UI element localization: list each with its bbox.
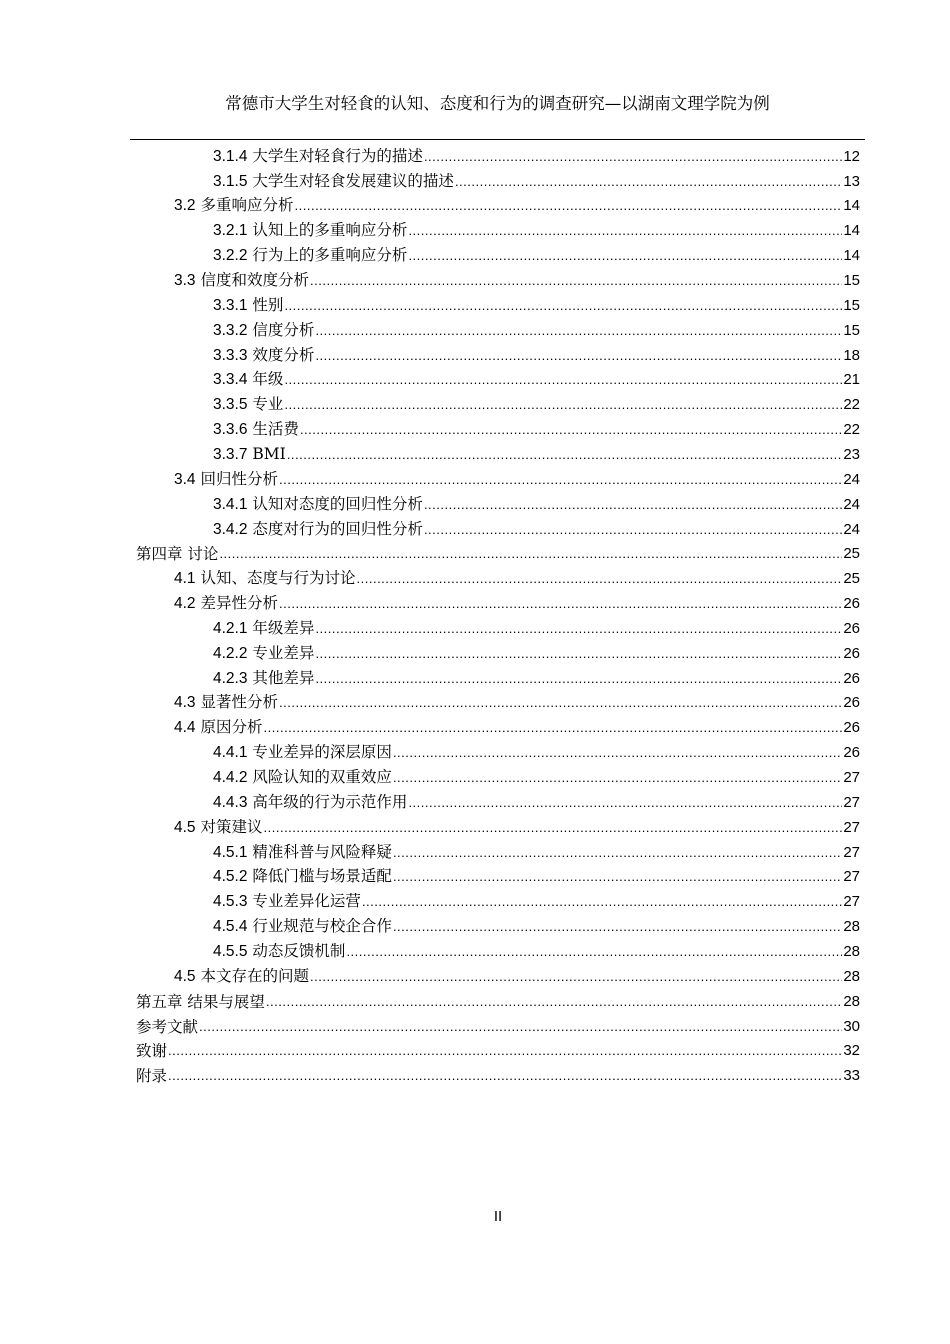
toc-entry-number: 3.3.5 [213,396,248,414]
toc-entry-title: 行为上的多重响应分析 [252,246,408,265]
toc-page-number: 27 [843,793,860,811]
toc-entry-label [213,220,408,241]
toc-dot-leader [393,843,842,863]
toc-page-number: 21 [843,371,860,389]
toc-entry-title: 多重响应分析 [200,196,294,215]
toc-entry[interactable] [136,540,860,565]
toc-entry-label [136,544,219,564]
toc-entry-label [213,742,393,763]
toc-entry-title: BMI [252,444,286,463]
toc-entry-title: 认知上的多重响应分析 [252,221,408,240]
toc-dot-leader [295,196,843,216]
toc-entry-title: 专业差异化运营 [252,892,361,911]
toc-entry-label [213,767,393,788]
toc-entry-number: 4.2.3 [213,669,248,687]
toc-page-number: 27 [843,868,860,886]
toc-entry-label [213,320,315,341]
toc-entry-title: 性别 [252,295,284,314]
toc-dot-leader [279,594,842,614]
toc-entry[interactable] [213,888,860,913]
toc-entry-label [213,444,287,465]
toc-entry-title: 参考文献 [136,1017,199,1036]
toc-entry-number: 4.5.5 [213,942,248,960]
toc-entry-number: 3.3.6 [213,421,248,439]
toc-entry-title: 回归性分析 [200,469,279,488]
toc-entry-number: 4.5.4 [213,918,248,936]
toc-dot-leader [455,172,842,192]
toc-entry-number: 4.2.1 [213,619,248,637]
toc-entry-title: 认知对态度的回归性分析 [252,494,423,513]
toc-entry[interactable] [174,266,860,291]
toc-page-number: 26 [843,719,860,737]
toc-dot-leader [199,1017,842,1037]
toc-dot-leader [393,917,842,937]
toc-entry-label [213,668,315,689]
toc-entry-number: 3.2.1 [213,222,248,240]
toc-entry-number: 3.3.4 [213,371,248,389]
toc-entry-title: 对策建议 [200,817,263,836]
toc-dot-leader [424,147,842,167]
toc-entry[interactable] [213,664,860,689]
toc-entry[interactable] [213,788,860,813]
page-number: II [493,1208,503,1225]
toc-entry[interactable] [213,316,860,341]
toc-page-number: 28 [843,992,860,1010]
toc-entry[interactable] [213,341,860,366]
toc-entry-title: 第五章 结果与展望 [136,992,265,1011]
toc-entry-label [213,866,393,887]
toc-entry-number: 4.5.1 [213,843,248,861]
toc-entry[interactable] [174,589,860,614]
toc-entry[interactable] [213,142,860,167]
toc-page-number: 14 [843,197,860,215]
toc-entry-number: 4.1 [174,570,196,588]
toc-page-number: 26 [843,644,860,662]
toc-entry-label [213,842,393,863]
toc-entry-title: 行业规范与校企合作 [252,917,392,936]
toc-entry-label [213,345,315,366]
toc-entry-number: 4.4.1 [213,744,248,762]
toc-entry[interactable] [174,564,860,589]
toc-entry[interactable] [136,987,860,1012]
toc-dot-leader [315,346,842,366]
toc-entry-title: 信度和效度分析 [200,271,310,290]
toc-entry-number: 3.4.1 [213,495,248,513]
toc-entry-number: 3.2.2 [213,247,248,265]
toc-page-number: 14 [843,247,860,265]
toc-entry-label [213,245,408,266]
toc-entry-label [174,469,279,490]
toc-entry-title: 其他差异 [252,668,315,687]
toc-page-number: 14 [843,222,860,240]
toc-entry[interactable] [213,217,860,242]
toc-entry[interactable] [174,192,860,217]
toc-entry-title: 大学生对轻食发展建议的描述 [252,171,454,190]
toc-entry-number: 3.2 [174,197,196,215]
toc-entry-label [213,618,315,639]
toc-entry-label [213,369,284,390]
toc-entry-title: 风险认知的双重效应 [252,768,392,787]
toc-entry-number: 3.1.5 [213,172,248,190]
toc-dot-leader [315,321,842,341]
toc-entry-label [213,295,284,316]
toc-entry-number: 3.3 [174,272,196,290]
toc-entry-label [213,792,408,813]
toc-page-number: 25 [843,545,860,563]
header-divider [130,139,865,140]
toc-page-number: 25 [843,570,860,588]
toc-entry[interactable] [136,1061,860,1086]
toc-dot-leader [310,271,842,291]
toc-page-number: 24 [843,520,860,538]
toc-entry-label [213,146,424,167]
toc-entry-label [213,519,424,540]
toc-page-number: 26 [843,694,860,712]
toc-entry[interactable] [213,912,860,937]
toc-entry-number: 3.3.7 [213,445,248,463]
toc-page-number: 13 [843,172,860,190]
toc-entry-label [213,171,455,192]
toc-entry-title: 精准科普与风险释疑 [252,842,392,861]
toc-page-number: 26 [843,595,860,613]
toc-entry-title: 致谢 [136,1042,168,1061]
toc-entry-label [136,1017,199,1037]
toc-page-number: 15 [843,296,860,314]
toc-entry-title: 生活费 [252,420,299,439]
toc-entry-title: 大学生对轻食行为的描述 [252,146,423,165]
toc-entry[interactable] [174,689,860,714]
toc-dot-leader [315,619,842,639]
toc-entry-title: 动态反馈机制 [252,941,346,960]
toc-entry[interactable] [174,465,860,490]
toc-entry[interactable] [213,614,860,639]
toc-entry-number: 4.2.2 [213,644,248,662]
toc-entry-title: 显著性分析 [200,693,279,712]
toc-entry[interactable] [136,1037,860,1062]
toc-dot-leader [279,693,842,713]
toc-entry-number: 4.3 [174,694,196,712]
toc-dot-leader [393,768,842,788]
toc-page-number: 32 [843,1042,860,1060]
toc-entry-label [174,270,310,291]
toc-dot-leader [408,221,842,241]
toc-entry-label [136,1041,168,1061]
toc-page-number: 26 [843,619,860,637]
toc-entry-number: 3.4.2 [213,520,248,538]
toc-entry[interactable] [213,440,860,465]
toc-dot-leader [310,967,842,987]
toc-entry[interactable] [213,490,860,515]
toc-page-number: 12 [843,147,860,165]
toc-entry[interactable] [213,515,860,540]
toc-page-number: 18 [843,346,860,364]
toc-entry-title: 专业差异 [252,643,315,662]
toc-entry[interactable] [213,738,860,763]
toc-entry-title: 信度分析 [252,320,315,339]
toc-entry[interactable] [213,167,860,192]
page-header-title: 常德市大学生对轻食的认知、态度和行为的调查研究—以湖南文理学院为例 [225,94,770,113]
toc-entry[interactable] [213,241,860,266]
toc-dot-leader [168,1041,842,1061]
toc-entry[interactable] [136,1012,860,1037]
toc-page-number: 28 [843,967,860,985]
toc-dot-leader [362,892,842,912]
toc-entry-title: 本文存在的问题 [200,966,310,985]
toc-dot-leader [279,470,842,490]
toc-page-number: 27 [843,893,860,911]
toc-entry[interactable] [213,291,860,316]
toc-entry-label [174,568,357,589]
toc-entry-number: 4.5.3 [213,893,248,911]
toc-entry[interactable] [213,863,860,888]
toc-dot-leader [168,1066,842,1086]
toc-page-number: 28 [843,942,860,960]
toc-entry-label [213,494,424,515]
toc-entry-number: 3.3.3 [213,346,248,364]
toc-page-number: 26 [843,669,860,687]
toc-dot-leader [424,520,842,540]
toc-page-number: 26 [843,744,860,762]
toc-dot-leader [357,569,843,589]
toc-dot-leader [264,718,843,738]
toc-page-number: 27 [843,818,860,836]
toc-entry-title: 年级差异 [252,618,315,637]
toc-entry-label [174,717,264,738]
toc-entry-title: 年级 [252,370,284,389]
toc-dot-leader [315,669,842,689]
toc-entry-label [174,692,279,713]
toc-entry-title: 差异性分析 [200,594,279,613]
toc-entry-label [213,419,300,440]
toc-entry-number: 4.5 [174,967,196,985]
toc-page-number: 24 [843,495,860,513]
toc-page-number: 24 [843,470,860,488]
toc-entry[interactable] [213,763,860,788]
toc-entry-label [213,891,362,912]
toc-entry-title: 效度分析 [252,345,315,364]
toc-entry-number: 3.3.1 [213,296,248,314]
toc-entry-label [174,966,310,987]
toc-dot-leader [408,246,842,266]
toc-entry-number: 3.4 [174,470,196,488]
toc-entry-number: 4.5.2 [213,868,248,886]
toc-dot-leader [284,395,842,415]
toc-entry-number: 3.1.4 [213,147,248,165]
toc-entry-number: 4.4.3 [213,793,248,811]
toc-entry-label [136,1066,168,1086]
toc-entry-title: 附录 [136,1067,168,1086]
toc-entry-label [174,817,264,838]
toc-page-number: 27 [843,769,860,787]
toc-dot-leader [408,793,842,813]
toc-dot-leader [315,644,842,664]
toc-dot-leader [424,495,842,515]
toc-entry-label [174,593,279,614]
toc-page-number: 22 [843,421,860,439]
toc-entry-number: 4.2 [174,595,196,613]
toc-dot-leader [264,818,843,838]
toc-dot-leader [393,743,842,763]
toc-entry-title: 态度对行为的回归性分析 [252,519,423,538]
toc-dot-leader [393,867,842,887]
toc-entry-title: 高年级的行为示范作用 [252,792,408,811]
toc-entry-number: 4.4 [174,719,196,737]
toc-entry-title: 专业 [252,395,284,414]
toc-entry-title: 降低门槛与场景适配 [252,867,392,886]
toc-dot-leader [266,992,842,1012]
toc-entry[interactable] [213,838,860,863]
toc-entry[interactable] [174,714,860,739]
toc-entry-number: 4.4.2 [213,769,248,787]
toc-entry-title: 专业差异的深层原因 [252,743,392,762]
toc-dot-leader [219,544,842,564]
toc-page-number: 33 [843,1067,860,1085]
toc-page-number: 22 [843,396,860,414]
toc-page-number: 28 [843,918,860,936]
toc-entry[interactable] [174,962,860,987]
toc-page-number: 15 [843,272,860,290]
toc-entry-label [213,916,393,937]
toc-entry-title: 原因分析 [200,718,263,737]
toc-entry-label [213,394,284,415]
toc-entry[interactable] [213,366,860,391]
toc-entry-number: 3.3.2 [213,321,248,339]
toc-dot-leader [346,942,842,962]
toc-entry-title: 认知、态度与行为讨论 [200,569,356,588]
toc-entry[interactable] [213,391,860,416]
toc-entry[interactable] [213,639,860,664]
toc-entry-label [136,992,266,1012]
toc-entry-label [174,195,295,216]
toc-entry-label [213,941,346,962]
toc-page-number: 27 [843,843,860,861]
toc-dot-leader [284,296,842,316]
toc-entry[interactable] [174,813,860,838]
toc-dot-leader [300,420,842,440]
toc-page-number: 15 [843,321,860,339]
toc-page-number: 23 [843,445,860,463]
toc-entry[interactable] [213,937,860,962]
toc-entry-title: 第四章 讨论 [136,545,219,564]
toc-page-number: 30 [843,1017,860,1035]
toc-entry-label [213,643,315,664]
toc-dot-leader [287,445,843,465]
toc-entry-number: 4.5 [174,818,196,836]
toc-entry[interactable] [213,415,860,440]
toc-dot-leader [284,370,842,390]
